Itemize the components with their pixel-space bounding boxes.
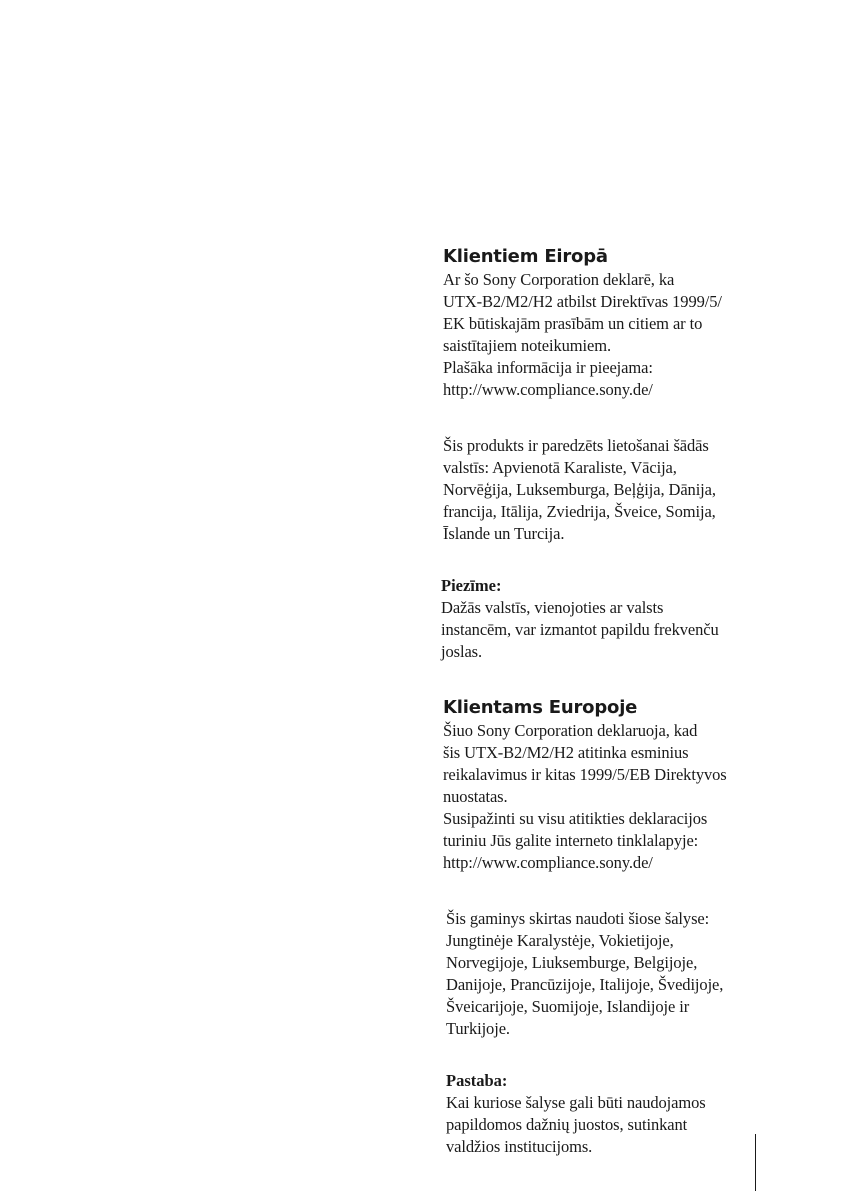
latvian-note-title: Piezīme: — [441, 576, 502, 595]
lithuanian-note-title: Pastaba: — [446, 1071, 508, 1090]
latvian-heading: Klientiem Eiropā — [443, 246, 608, 267]
latvian-countries: Šis produkts ir paredzēts lietošanai šādās valstīs: Apvienotā Karaliste, Vācija, Norvēģija, Luksemburga, Beļģija, Dānija, francija, Itālija, Zviedrija, Šveice, Somija, Īslande un Turcija. — [443, 436, 716, 543]
compliance-column — [441, 246, 771, 1158]
page-edge-rule — [755, 1134, 756, 1191]
lithuanian-declaration: Šiuo Sony Corporation deklaruoja, kad šis UTX-B2/M2/H2 atitinka esminius reikalavimus ir kitas 1999/5/EB Direktyvos nuostatas. Susipažinti su visu atitikties deklaracijos turiniu Jūs galite interneto tinklalapyje: http://www.compliance.sony.de/ — [443, 721, 727, 872]
lithuanian-note-text: Kai kuriose šalyse gali būti naudojamos papildomos dažnių juostos, sutinkant valdžios institucijoms. — [446, 1093, 706, 1156]
latvian-section — [441, 246, 771, 663]
lithuanian-section — [441, 697, 771, 1158]
latvian-declaration: Ar šo Sony Corporation deklarē, ka UTX-B2/M2/H2 atbilst Direktīvas 1999/5/ EK būtiskajām prasībām un citiem ar to saistītajiem noteikumiem. Plašāka informācija ir pieejama: http://www.compliance.sony.de/ — [443, 270, 722, 399]
lithuanian-countries: Šis gaminys skirtas naudoti šiose šalyse: Jungtinėje Karalystėje, Vokietijoje, Norvegijoje, Liuksemburge, Belgijoje, Danijoje, Prancūzijoje, Italijoje, Švedijoje, Šveicarijoje, Suomijoje, Islandijoje ir Turkijoje. — [446, 909, 724, 1038]
lithuanian-heading: Klientams Europoje — [443, 697, 638, 718]
latvian-note-text: Dažās valstīs, vienojoties ar valsts instancēm, var izmantot papildu frekvenču joslas. — [441, 598, 719, 661]
